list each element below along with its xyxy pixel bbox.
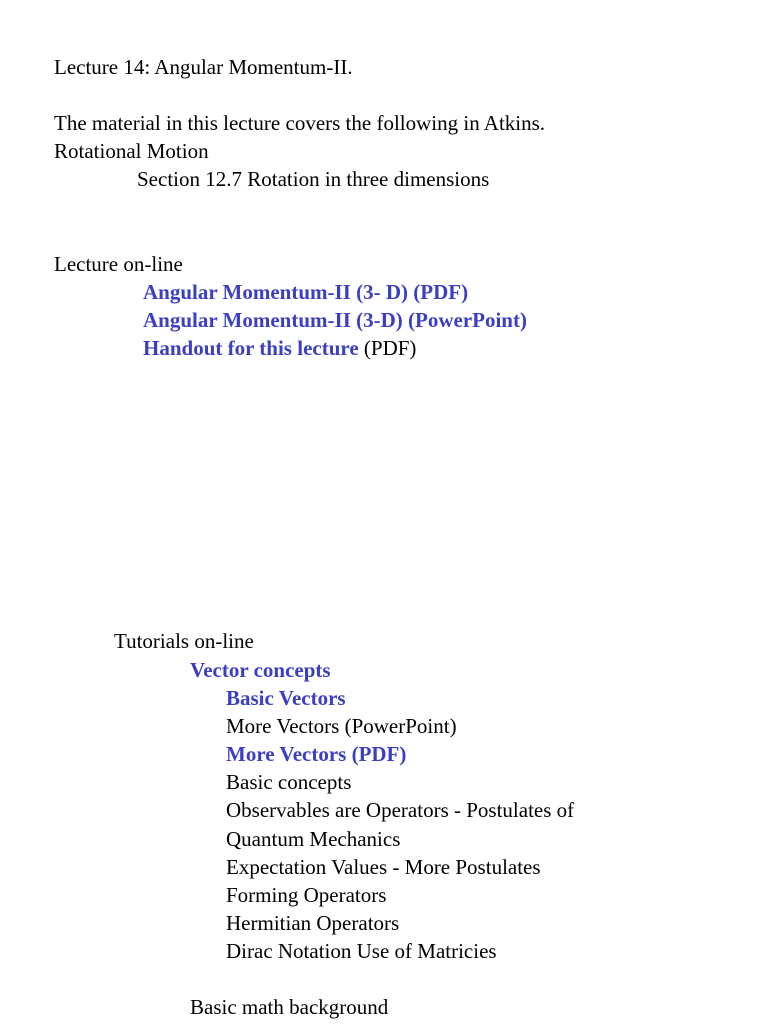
- lecture-title: Lecture 14: Angular Momentum-II.: [54, 55, 353, 79]
- tutorials-heading: Tutorials on-line: [114, 629, 254, 653]
- basic-concepts-text: Basic concepts: [226, 770, 352, 794]
- more-vectors-powerpoint-text: More Vectors (PowerPoint): [226, 714, 457, 738]
- vector-concepts-link[interactable]: Vector concepts: [190, 658, 331, 682]
- basic-math-text: Basic math background: [190, 995, 389, 1019]
- lecture-online-heading: Lecture on-line: [54, 252, 183, 276]
- basic-vectors-link[interactable]: Basic Vectors: [226, 686, 346, 710]
- coverage-text: The material in this lecture covers the following in Atkins.: [54, 111, 546, 135]
- angular-momentum-powerpoint-link[interactable]: Angular Momentum-II (3-D) (PowerPoint): [143, 308, 527, 332]
- section-text: Section 12.7 Rotation in three dimensions: [137, 167, 490, 191]
- handout-line: [143, 334, 416, 362]
- handout-link[interactable]: Handout for this lecture: [143, 336, 359, 360]
- dirac-notation-text: Dirac Notation Use of Matricies: [226, 939, 497, 963]
- hermitian-operators-text: Hermitian Operators: [226, 911, 400, 935]
- quantum-mechanics-text: Quantum Mechanics: [226, 827, 401, 851]
- forming-operators-text: Forming Operators: [226, 883, 387, 907]
- observables-text: Observables are Operators - Postulates of: [226, 798, 575, 822]
- angular-momentum-pdf-link[interactable]: Angular Momentum-II (3- D) (PDF): [143, 280, 469, 304]
- handout-suffix: (PDF): [358, 336, 417, 360]
- expectation-values-text: Expectation Values - More Postulates: [226, 855, 541, 879]
- more-vectors-pdf-link[interactable]: More Vectors (PDF): [226, 742, 407, 766]
- topic-text: Rotational Motion: [54, 139, 209, 163]
